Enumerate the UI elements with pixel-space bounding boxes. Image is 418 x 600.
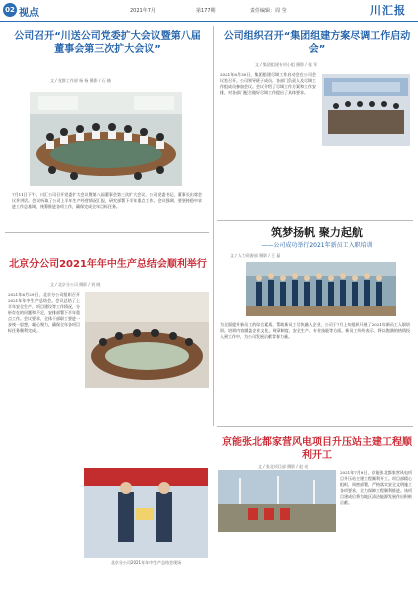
page-number: 02 bbox=[3, 3, 17, 17]
article-4-byline: 文 / 北京分公司 摄影 / 刘 晓 bbox=[50, 282, 101, 287]
article-5-photo bbox=[218, 470, 336, 532]
column-divider bbox=[213, 26, 214, 426]
masthead bbox=[0, 0, 418, 22]
article-2-byline: 文 / 集团组建专项小组 摄影 / 张 军 bbox=[255, 62, 318, 67]
article-4-body-continued bbox=[8, 456, 80, 592]
article-3-body: 为全面提升新员工的综合素质，帮助新员工尽快融入企业，公司于7月上旬组织开展了2021年新员工入职培训。培训内容涵盖企业文化、规章制度、安全生产、专业技能等方面。新员工纷纷表示，将以饱满的热情投入到工作中，为公司发展贡献青春力量。 bbox=[220, 322, 410, 339]
article-3-subtitle: ——公司成功举行2021年新员工入职培训 bbox=[261, 242, 373, 249]
issue-number: 第177期 bbox=[196, 8, 216, 14]
article-5-body-continued bbox=[218, 538, 412, 594]
article-3-title: 筑梦扬帆 聚力起航 bbox=[271, 226, 363, 239]
article-4-caption: 北京分公司2021年年中生产总结会现场 bbox=[110, 560, 182, 565]
article-3-photo bbox=[246, 262, 396, 316]
article-4-body: 2021年6月29日，北京分公司组织召开2021年年中生产总结会。会议总结了上半年安全生产、项目建设等工作情况，分析存在的问题和不足，安排部署下半年重点工作。会议要求，全体干部职工要进一步统一思想，凝心聚力，确保全年各项目标任务顺利完成。 bbox=[8, 292, 80, 333]
article-4-photo-award bbox=[84, 468, 208, 558]
article-5-top-rule bbox=[217, 426, 413, 427]
article-2-body: 2021年6月30日，集团组建尽调工作启动会在公司会议室召开。公司领导班子成员、各部门负责人及尽调工作组成员参加会议。会议介绍了尽调工作方案和工作安排，对各部门配合做好尽调工作提出了具体要求。 bbox=[220, 72, 316, 95]
article-2-photo bbox=[322, 74, 410, 146]
article-4-photo-meeting bbox=[85, 292, 209, 388]
article-1-byline: 文 / 党群工作部 杨 杨 摄影 / 石 楠 bbox=[50, 78, 111, 83]
editor-credit: 责任编辑：周 莹 bbox=[250, 8, 287, 14]
article-1-body: 7月11日下午，川汇公司召开党委扩大会议暨第八届董事会第三次扩大会议，公司党委书记、董事长出席会议并讲话。会议听取了公司上半年生产经营情况汇报，研究部署下半年重点工作。会议强调，要坚持稳中求进工作总基调，统筹推进各项工作，确保完成全年目标任务。 bbox=[12, 192, 202, 209]
article-1-photo bbox=[30, 92, 182, 186]
article-2-bottom-rule bbox=[217, 220, 413, 221]
article-2-body-continued bbox=[220, 172, 410, 220]
article-4-title: 北京分公司2021年年中生产总结会顺利举行 bbox=[9, 259, 207, 270]
newspaper-logo: 川汇报 bbox=[370, 4, 406, 17]
section-title: 视点 bbox=[19, 8, 39, 19]
issue-date: 2021年7月 bbox=[130, 8, 156, 14]
article-5-title: 京能张北都家营风电项目升压站主建工程顺利开工 bbox=[222, 437, 412, 461]
article-5-byline: 文 / 张北项目部 摄影 / 赵 亮 bbox=[258, 464, 309, 469]
article-5-body: 2021年7月8日，京能张北都家营风电项目升压站主建工程顺利开工。项目部精心组织，周密部署，严格落实安全文明施工各项要求，全力保障工程顺利推进。该项目建成后将为地区清洁能源发展作出积极贡献。 bbox=[340, 470, 412, 505]
article-3-byline: 文 / 人力资源部 摄影 / 王 磊 bbox=[230, 253, 281, 258]
article-4-top-rule bbox=[5, 232, 209, 233]
article-2-title: 公司组织召开“集团组建方案尽调工作启动会” bbox=[223, 31, 411, 55]
article-1-title: 公司召开“川送公司党委扩大会议暨第八届董事会第三次扩大会议” bbox=[14, 31, 201, 55]
